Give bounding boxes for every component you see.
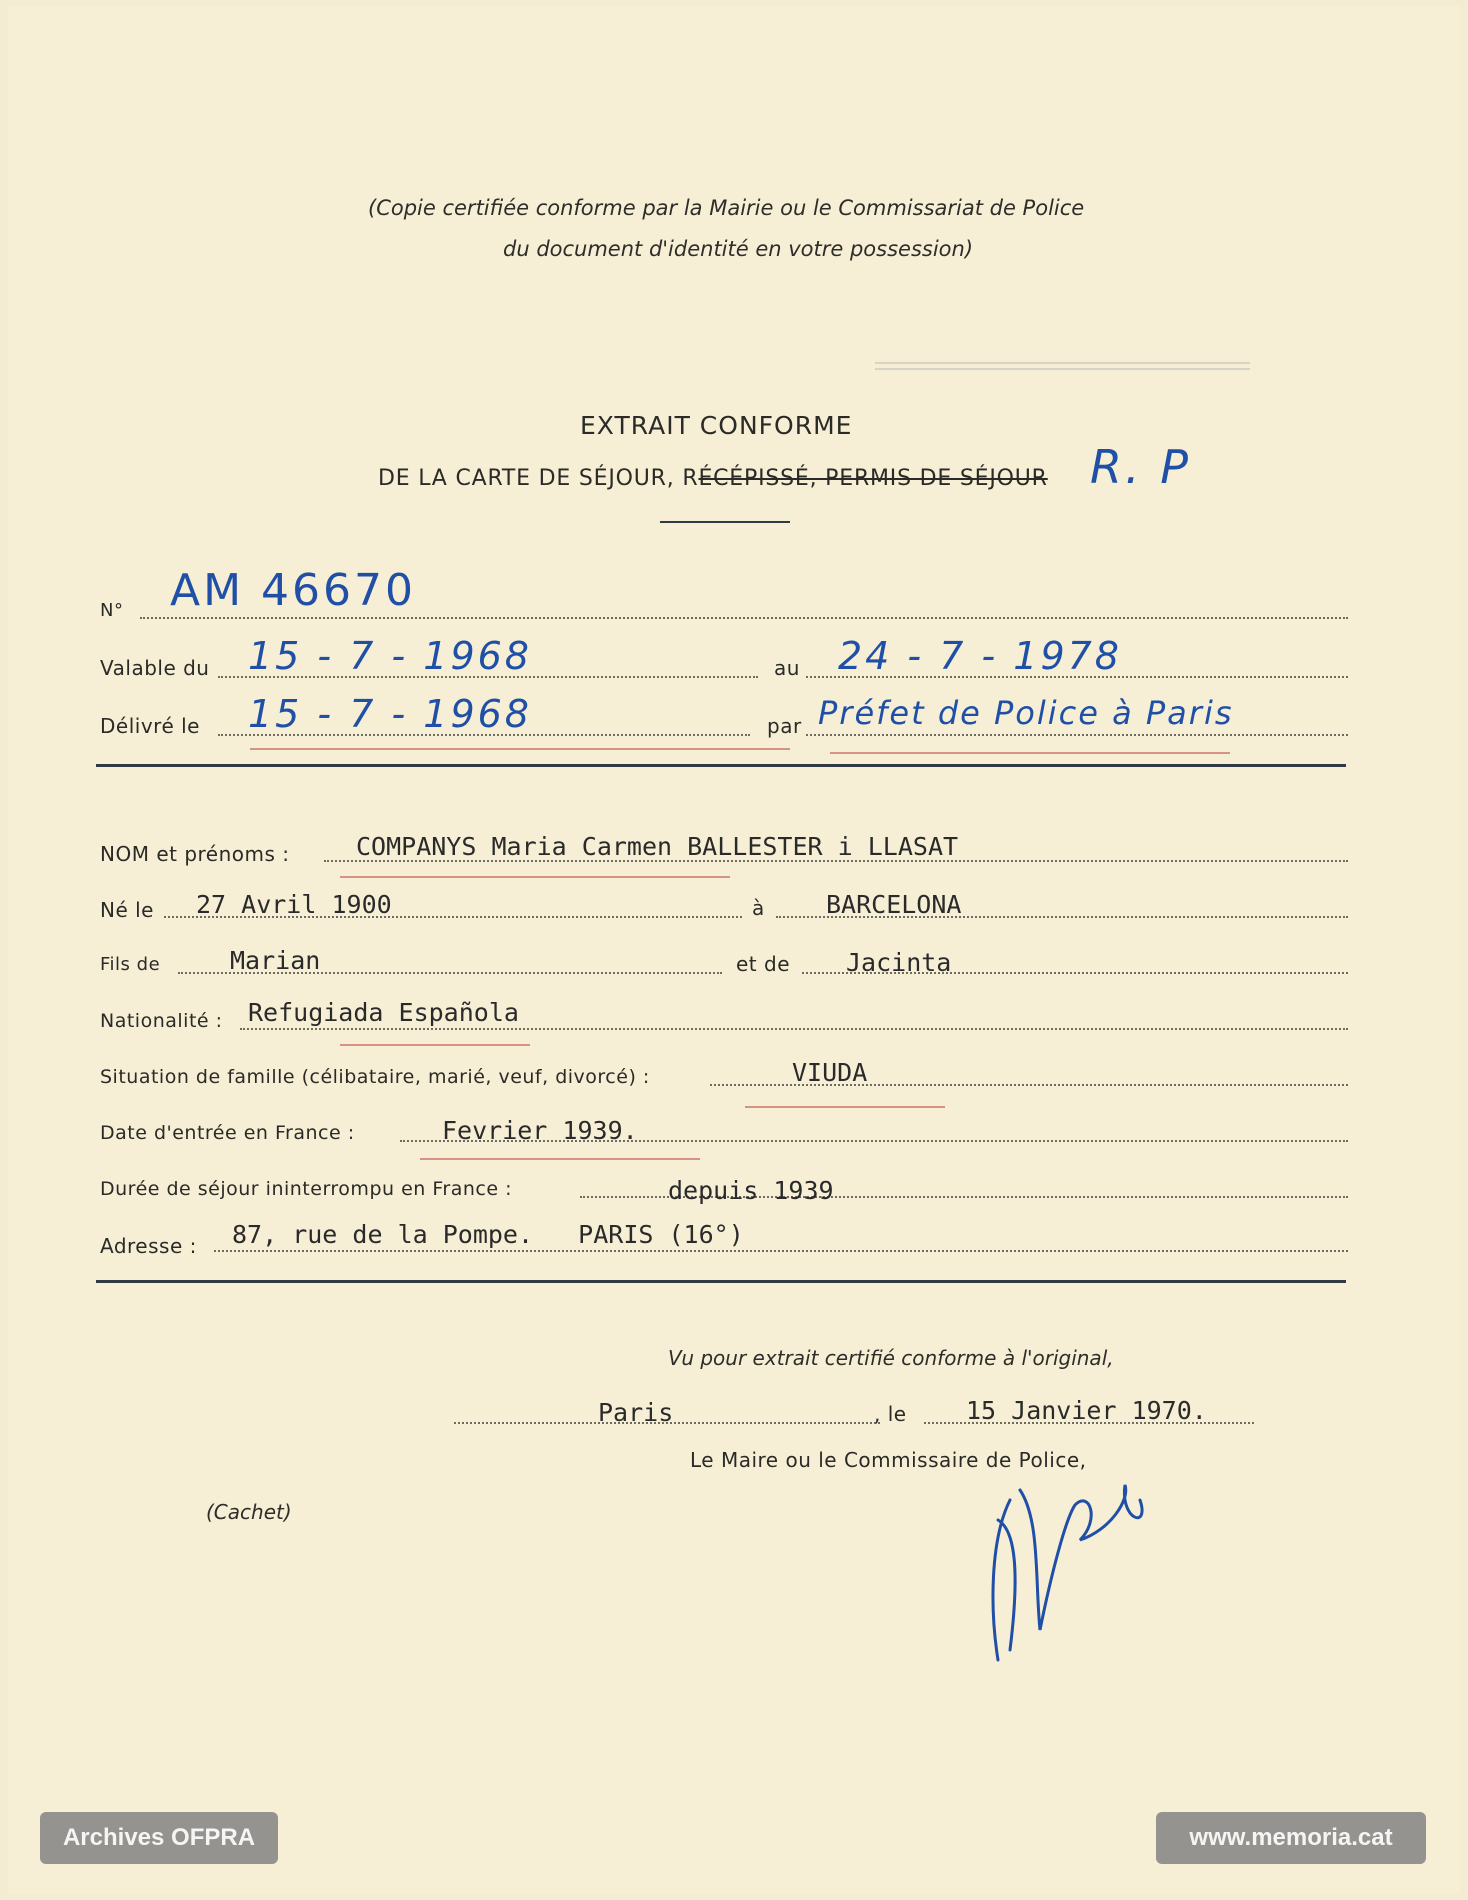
- stamp-label: (Cachet): [206, 1500, 292, 1524]
- valid-from-value: 15 - 7 - 1968: [248, 634, 532, 678]
- document-subtitle: [378, 466, 1048, 491]
- valid-to-value: 24 - 7 - 1978: [838, 634, 1122, 678]
- section-divider: [96, 1280, 1346, 1283]
- red-pencil-mark: [340, 876, 730, 878]
- family-label: Situation de famille (célibataire, marié, veuf, divorcé) :: [100, 1066, 650, 1088]
- stay-label: Durée de séjour ininterrompu en France :: [100, 1178, 512, 1200]
- number-dots: [140, 617, 1348, 619]
- birth-value: 27 Avril 1900: [196, 890, 392, 919]
- birthplace-label: à: [752, 896, 765, 920]
- name-value: COMPANYS Maria Carmen BALLESTER i LLASAT: [356, 832, 959, 861]
- nationality-dots: [240, 1028, 1348, 1030]
- issued-by-value: Préfet de Police à Paris: [818, 694, 1234, 732]
- father-label: Fils de: [100, 954, 161, 975]
- mother-value: Jacinta: [846, 948, 952, 977]
- subtitle-struck: ÉCÉPISSÉ, PERMIS DE SÉJOUR: [698, 466, 1048, 491]
- nationality-value: Refugiada Española: [248, 998, 519, 1027]
- nationality-label: Nationalité :: [100, 1010, 223, 1032]
- stay-value: depuis 1939: [668, 1176, 834, 1205]
- entry-value: Fevrier 1939.: [442, 1116, 638, 1145]
- issued-value: 15 - 7 - 1968: [248, 692, 532, 736]
- issued-by-dots: [806, 734, 1348, 736]
- valid-to-label: au: [774, 656, 800, 680]
- red-pencil-mark: [340, 1044, 530, 1046]
- title-underline: [660, 521, 790, 523]
- certification-statement: Vu pour extrait certifié conforme à l'original,: [668, 1346, 1114, 1370]
- red-pencil-mark: [745, 1106, 945, 1108]
- archive-watermark-right: www.memoria.cat: [1156, 1812, 1426, 1864]
- archive-watermark-left: Archives OFPRA: [40, 1812, 278, 1864]
- mother-label: et de: [736, 952, 791, 976]
- certification-place: Paris: [598, 1398, 674, 1427]
- preamble-line-1: (Copie certifiée conforme par la Mairie ou le Commissariat de Police: [368, 196, 1085, 220]
- red-pencil-mark: [830, 752, 1230, 754]
- certification-date-separator: , le: [874, 1402, 907, 1426]
- subtitle-prefix: DE LA CARTE DE SÉJOUR, R: [378, 466, 699, 491]
- family-value: VIUDA: [792, 1058, 868, 1087]
- document-page: [8, 6, 1460, 1894]
- issued-label: Délivré le: [100, 714, 200, 738]
- father-value: Marian: [230, 946, 321, 975]
- red-pencil-mark: [250, 748, 790, 750]
- number-value: AM 46670: [170, 565, 417, 616]
- document-title: EXTRAIT CONFORME: [580, 411, 853, 440]
- valid-from-label: Valable du: [100, 656, 210, 680]
- address-value: 87, rue de la Pompe. PARIS (16°): [232, 1220, 744, 1249]
- birth-label: Né le: [100, 898, 154, 922]
- issued-by-label: par: [767, 714, 802, 738]
- ghost-line: [875, 362, 1250, 364]
- section-divider: [96, 764, 1346, 767]
- name-label: NOM et prénoms :: [100, 842, 290, 866]
- handwritten-signature: [980, 1460, 1160, 1670]
- handwritten-annotation: R. P: [1090, 440, 1191, 494]
- certification-date: 15 Janvier 1970.: [966, 1396, 1207, 1425]
- address-label: Adresse :: [100, 1234, 197, 1258]
- red-pencil-mark: [420, 1158, 700, 1160]
- ghost-line: [875, 368, 1250, 370]
- address-dots: [214, 1250, 1348, 1252]
- number-label: N°: [100, 600, 124, 621]
- signatory-label: Le Maire ou le Commissaire de Police,: [690, 1448, 1087, 1472]
- preamble-line-2: du document d'identité en votre possession): [503, 237, 974, 261]
- entry-label: Date d'entrée en France :: [100, 1122, 355, 1144]
- birthplace-value: BARCELONA: [826, 890, 962, 919]
